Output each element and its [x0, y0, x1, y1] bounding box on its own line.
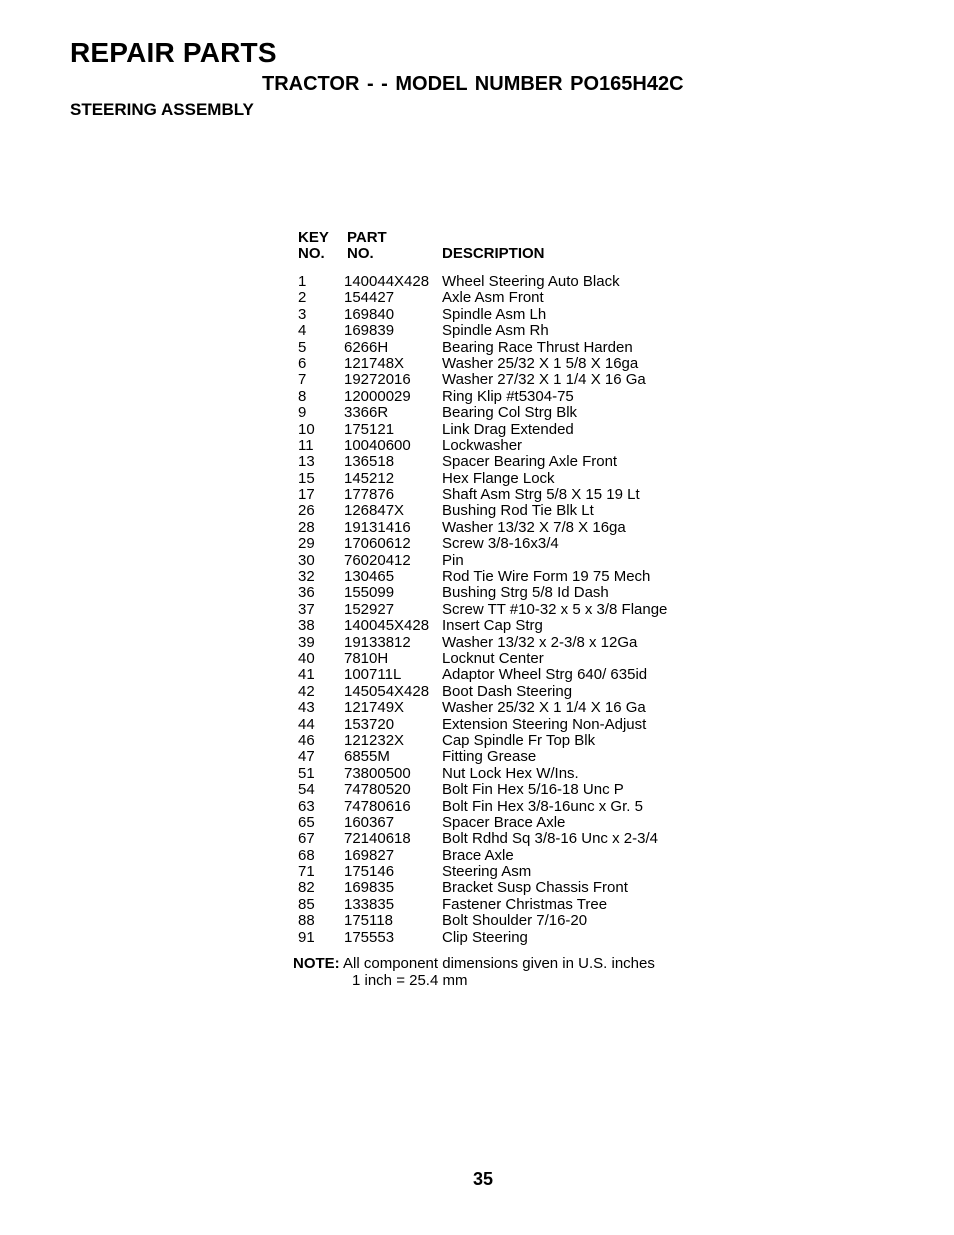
key-no: 5	[298, 338, 307, 356]
table-row	[298, 422, 718, 438]
description: Screw 3/8-16x3/4	[442, 535, 559, 553]
key-no: 65	[298, 813, 315, 831]
table-row	[298, 290, 718, 306]
table-row	[298, 520, 718, 536]
description: Wheel Steering Auto Black	[442, 273, 620, 290]
column-header-part-line1: PART	[347, 229, 387, 246]
part-no: 76020412	[344, 551, 411, 569]
key-no: 17	[298, 486, 315, 504]
part-no: 169827	[344, 846, 395, 864]
table-row	[298, 389, 718, 405]
table-row	[298, 700, 718, 716]
table-row	[298, 340, 718, 356]
table-row	[298, 602, 718, 618]
key-no: 63	[298, 797, 315, 815]
key-no: 32	[298, 568, 315, 586]
key-no: 68	[298, 846, 315, 864]
page-title: REPAIR PARTS	[70, 37, 277, 68]
table-row	[298, 913, 718, 929]
part-no: 133835	[344, 895, 395, 913]
section-heading: STEERING ASSEMBLY	[70, 100, 254, 119]
description: Bushing Strg 5/8 Id Dash	[442, 584, 609, 602]
part-no: 169839	[344, 322, 395, 340]
key-no: 82	[298, 879, 315, 897]
part-no: 121749X	[344, 699, 405, 717]
part-no: 121748X	[344, 354, 405, 372]
key-no: 15	[298, 469, 315, 487]
description: Bolt Shoulder 7/16-20	[442, 912, 588, 930]
description: Bolt Rdhd Sq 3/8-16 Unc x 2-3/4	[442, 830, 658, 848]
key-no: 88	[298, 912, 315, 930]
part-no: 72140618	[344, 830, 411, 848]
part-no: 145212	[344, 469, 395, 487]
table-row	[298, 651, 718, 667]
page-number: 35	[472, 1169, 494, 1189]
table-row	[298, 307, 718, 323]
table-row	[298, 274, 718, 290]
table-row	[298, 733, 718, 749]
description: Bracket Susp Chassis Front	[442, 879, 628, 897]
table-row	[298, 749, 718, 765]
part-no: 121232X	[344, 731, 405, 749]
note-label: NOTE:	[293, 955, 340, 972]
table-row	[298, 569, 718, 585]
part-no: 6855M	[344, 748, 390, 766]
description: Washer 13/32 X 7/8 X 16ga	[442, 518, 626, 536]
description: Ring Klip #t5304-75	[442, 387, 574, 405]
description: Spacer Brace Axle	[442, 813, 566, 831]
part-no: 12000029	[344, 387, 411, 405]
description: Washer 25/32 X 1 5/8 X 16ga	[442, 354, 639, 372]
key-no: 37	[298, 600, 315, 618]
part-no: 10040600	[344, 436, 411, 454]
part-no: 145054X428	[344, 682, 430, 700]
part-no: 140044X428	[344, 273, 430, 290]
table-row	[298, 323, 718, 339]
parts-list	[298, 274, 718, 946]
part-no: 100711L	[344, 666, 402, 684]
key-no: 46	[298, 731, 315, 749]
part-no: 3366R	[344, 404, 389, 422]
key-no: 38	[298, 617, 315, 635]
description: Bolt Fin Hex 3/8-16unc x Gr. 5	[442, 797, 643, 815]
note-line2: 1 inch = 25.4 mm	[352, 971, 468, 989]
part-no: 175118	[344, 912, 393, 930]
table-row	[298, 635, 718, 651]
part-no: 7810H	[344, 649, 389, 667]
key-no: 8	[298, 387, 307, 405]
table-row	[298, 487, 718, 503]
description: Washer 25/32 X 1 1/4 X 16 Ga	[442, 699, 646, 717]
table-row	[298, 831, 718, 847]
description: Fitting Grease	[442, 748, 537, 766]
description: Clip Steering	[442, 928, 528, 946]
table-row	[298, 848, 718, 864]
key-no: 85	[298, 895, 315, 913]
key-no: 39	[298, 633, 315, 651]
table-row	[298, 799, 718, 815]
description: Shaft Asm Strg 5/8 X 15 19 Lt	[442, 486, 640, 504]
key-no: 47	[298, 748, 315, 766]
key-no: 7	[298, 371, 307, 389]
description: Axle Asm Front	[442, 289, 544, 307]
part-no: 169835	[344, 879, 395, 897]
table-row	[298, 503, 718, 519]
description: Bolt Fin Hex 5/16-18 Unc P	[442, 781, 624, 799]
key-no: 13	[298, 453, 315, 471]
key-no: 51	[298, 764, 315, 782]
key-no: 43	[298, 699, 315, 717]
table-row	[298, 438, 718, 454]
table-row	[298, 717, 718, 733]
table-row	[298, 930, 718, 946]
key-no: 3	[298, 305, 307, 323]
part-no: 152927	[344, 600, 395, 618]
key-no: 11	[298, 436, 314, 454]
part-no: 169840	[344, 305, 395, 323]
part-no: 177876	[344, 486, 395, 504]
part-no: 175121	[344, 420, 395, 438]
description: Washer 27/32 X 1 1/4 X 16 Ga	[442, 371, 646, 389]
description: Nut Lock Hex W/Ins.	[442, 764, 579, 782]
key-no: 1	[298, 273, 307, 290]
part-no: 130465	[344, 568, 395, 586]
key-no: 54	[298, 781, 315, 799]
description: Link Drag Extended	[442, 420, 574, 438]
table-row	[298, 864, 718, 880]
part-no: 126847X	[344, 502, 405, 520]
description: Lockwasher	[442, 436, 523, 454]
part-no: 155099	[344, 584, 395, 602]
table-row	[298, 356, 718, 372]
part-no: 17060612	[344, 535, 411, 553]
description: Bushing Rod Tie Blk Lt	[442, 502, 594, 520]
description: Fastener Christmas Tree	[442, 895, 608, 913]
part-no: 6266H	[344, 338, 389, 356]
part-no: 153720	[344, 715, 395, 733]
description: Pin	[442, 551, 464, 569]
table-row	[298, 405, 718, 421]
note-line1: All component dimensions given in U.S. inches	[343, 955, 655, 972]
key-no: 30	[298, 551, 315, 569]
key-no: 10	[298, 420, 315, 438]
column-header-part	[347, 230, 387, 262]
key-no: 2	[298, 289, 307, 307]
description: Spindle Asm Rh	[442, 322, 549, 340]
part-no: 160367	[344, 813, 395, 831]
key-no: 91	[298, 928, 315, 946]
part-no: 175553	[344, 928, 395, 946]
description: Adaptor Wheel Strg 640/ 635id	[442, 666, 648, 684]
part-no: 74780520	[344, 781, 411, 799]
description: Hex Flange Lock	[442, 469, 555, 487]
key-no: 71	[298, 863, 315, 881]
description: Bearing Col Strg Blk	[442, 404, 578, 422]
description: Bearing Race Thrust Harden	[442, 338, 633, 356]
key-no: 6	[298, 354, 307, 372]
table-row	[298, 782, 718, 798]
table-row	[298, 553, 718, 569]
part-no: 175146	[344, 863, 395, 881]
description: Screw TT #10-32 x 5 x 3/8 Flange	[442, 600, 668, 618]
table-row	[298, 471, 718, 487]
table-row	[298, 372, 718, 388]
table-row	[298, 618, 718, 634]
key-no: 44	[298, 715, 315, 733]
part-no: 19133812	[344, 633, 411, 651]
description: Washer 13/32 x 2-3/8 x 12Ga	[442, 633, 638, 651]
description: Steering Asm	[442, 863, 532, 881]
part-no: 154427	[344, 289, 395, 307]
description: Spindle Asm Lh	[442, 305, 547, 323]
key-no: 28	[298, 518, 315, 536]
note	[293, 955, 655, 989]
column-header-key-line2: NO.	[298, 245, 325, 262]
table-row	[298, 897, 718, 913]
table-row	[298, 667, 718, 683]
table-row	[298, 880, 718, 896]
key-no: 42	[298, 682, 315, 700]
description: Extension Steering Non-Adjust	[442, 715, 647, 733]
description: Insert Cap Strg	[442, 617, 543, 635]
key-no: 40	[298, 649, 315, 667]
part-no: 19272016	[344, 371, 411, 389]
part-no: 140045X428	[344, 617, 430, 635]
description: Boot Dash Steering	[442, 682, 573, 700]
table-row	[298, 766, 718, 782]
column-header-key	[298, 230, 329, 262]
key-no: 9	[298, 404, 307, 422]
model-subtitle: TRACTOR - - MODEL NUMBER PO165H42C	[262, 73, 684, 95]
key-no: 29	[298, 535, 315, 553]
description: Locknut Center	[442, 649, 544, 667]
key-no: 36	[298, 584, 315, 602]
table-row	[298, 536, 718, 552]
table-row	[298, 585, 718, 601]
description: Cap Spindle Fr Top Blk	[442, 731, 596, 749]
table-row	[298, 815, 718, 831]
part-no: 19131416	[344, 518, 411, 536]
key-no: 67	[298, 830, 315, 848]
column-header-part-line2: NO.	[347, 245, 374, 262]
column-header-description: DESCRIPTION	[442, 245, 545, 262]
key-no: 26	[298, 502, 315, 520]
column-header-key-line1: KEY	[298, 229, 329, 246]
part-no: 74780616	[344, 797, 411, 815]
part-no: 73800500	[344, 764, 411, 782]
table-row	[298, 684, 718, 700]
key-no: 41	[298, 666, 315, 684]
table-row	[298, 454, 718, 470]
description: Spacer Bearing Axle Front	[442, 453, 618, 471]
description: Rod Tie Wire Form 19 75 Mech	[442, 568, 651, 586]
description: Brace Axle	[442, 846, 514, 864]
part-no: 136518	[344, 453, 395, 471]
key-no: 4	[298, 322, 307, 340]
